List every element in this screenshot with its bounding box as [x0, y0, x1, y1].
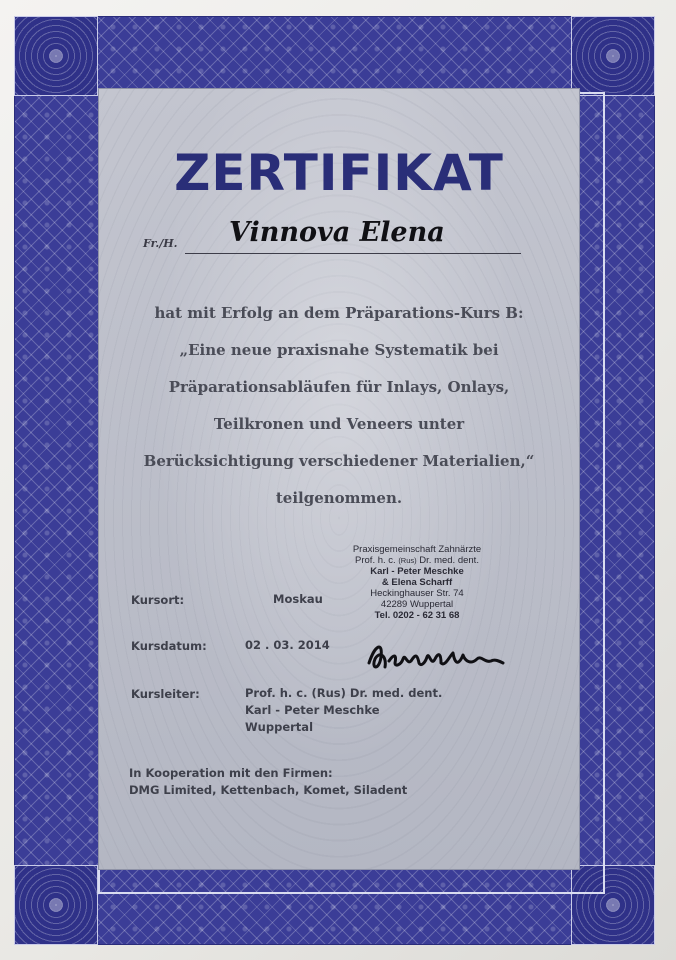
recipient-name: Vinnova Elena — [229, 217, 445, 248]
name-underline — [185, 253, 521, 254]
course-line: hat mit Erfolg an dem Präparations-Kurs B: — [154, 304, 524, 322]
cooperation-companies: DMG Limited, Kettenbach, Komet, Siladent — [129, 783, 408, 797]
kursort-value: Moskau — [273, 592, 323, 606]
signature — [361, 637, 531, 677]
course-line: teilgenommen. — [275, 489, 403, 507]
certificate-title: ZERTIFIKAT — [174, 144, 504, 202]
corner-ornament-top-left — [14, 16, 98, 96]
kursleiter-line: Prof. h. c. (Rus) Dr. med. dent. — [245, 686, 443, 700]
cooperation-heading: In Kooperation mit den Firmen: — [129, 766, 333, 780]
practice-stamp — [337, 544, 497, 621]
kursdatum-value: 02 . 03. 2014 — [245, 638, 330, 652]
kursort-label: Kursort: — [131, 593, 185, 607]
stamp-line: 42289 Wuppertal — [380, 599, 454, 610]
corner-ornament-top-right — [571, 16, 655, 96]
recipient-prefix: Fr./H. — [143, 237, 178, 250]
stamp-line: Prof. h. c. (Rus) Dr. med. dent. — [355, 555, 479, 566]
course-line: Präparationsabläufen für Inlays, Onlays, — [168, 378, 510, 396]
kursleiter-label: Kursleiter: — [131, 687, 200, 701]
stamp-line: Praxisgemeinschaft Zahnärzte — [352, 544, 482, 555]
course-line: Teilkronen und Veneers unter — [213, 415, 465, 433]
cooperation-text — [129, 765, 407, 799]
stamp-line: Karl - Peter Meschke — [370, 566, 464, 577]
stamp-line: & Elena Scharff — [381, 577, 453, 588]
course-description — [129, 295, 549, 517]
stamp-line: Heckinghauser Str. 74 — [370, 588, 464, 599]
kursdatum-label: Kursdatum: — [131, 639, 207, 653]
stamp-line: Tel. 0202 - 62 31 68 — [374, 610, 460, 621]
kursleiter-line: Wuppertal — [245, 720, 314, 734]
kursleiter-line: Karl - Peter Meschke — [245, 703, 380, 717]
kursleiter-value — [245, 685, 442, 736]
corner-ornament-bottom-left — [14, 865, 98, 945]
course-line: Berücksichtigung verschiedener Materialien,“ — [143, 452, 535, 470]
course-line: „Eine neue praxisnahe Systematik bei — [179, 341, 499, 359]
certificate-panel — [98, 88, 580, 870]
